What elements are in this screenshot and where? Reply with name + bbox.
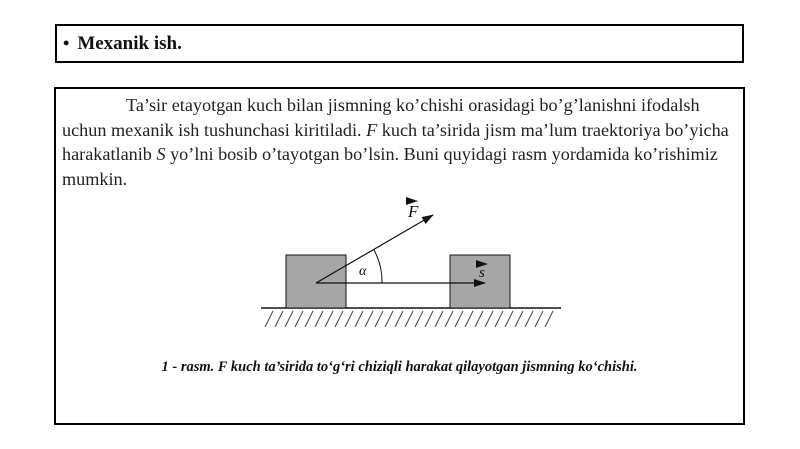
force-displacement-diagram	[261, 195, 561, 335]
figure-caption: 1 - rasm. F kuch ta’sirida to‘g‘ri chiziqli harakat qilayotgan jismning ko‘chishi.	[161, 359, 638, 375]
displacement-label: s	[479, 265, 485, 281]
paragraph-part-2: kuch ta’sirida jism ma’lum traektoriya bo’yicha harakatlanib	[62, 119, 729, 164]
block-final	[450, 255, 510, 308]
angle-arc	[374, 250, 382, 283]
paragraph-part-1: Ta’sir etayotgan kuch bilan jismning ko’chishi orasidagi bo’g’lanishni ifodalsh uchun mexanik ish tushunchasi kiritiladi.	[62, 95, 700, 140]
ground-hatching	[265, 311, 553, 327]
variable-s: S	[156, 144, 166, 164]
title-box	[55, 24, 744, 63]
title-bullet: •	[63, 33, 70, 53]
variable-f: F	[366, 119, 378, 140]
content-box	[54, 87, 745, 425]
angle-label: α	[359, 264, 367, 279]
body-paragraph	[62, 93, 738, 191]
force-vector	[316, 215, 433, 283]
paragraph-part-3: yo’lni bosib o’tayotgan bo’lsin. Buni quyidagi rasm yordamida ko’rishimiz mumkin.	[62, 144, 718, 189]
force-label: F	[408, 202, 419, 221]
page-title: Mexanik ish.	[77, 32, 182, 54]
block-initial	[286, 255, 346, 308]
